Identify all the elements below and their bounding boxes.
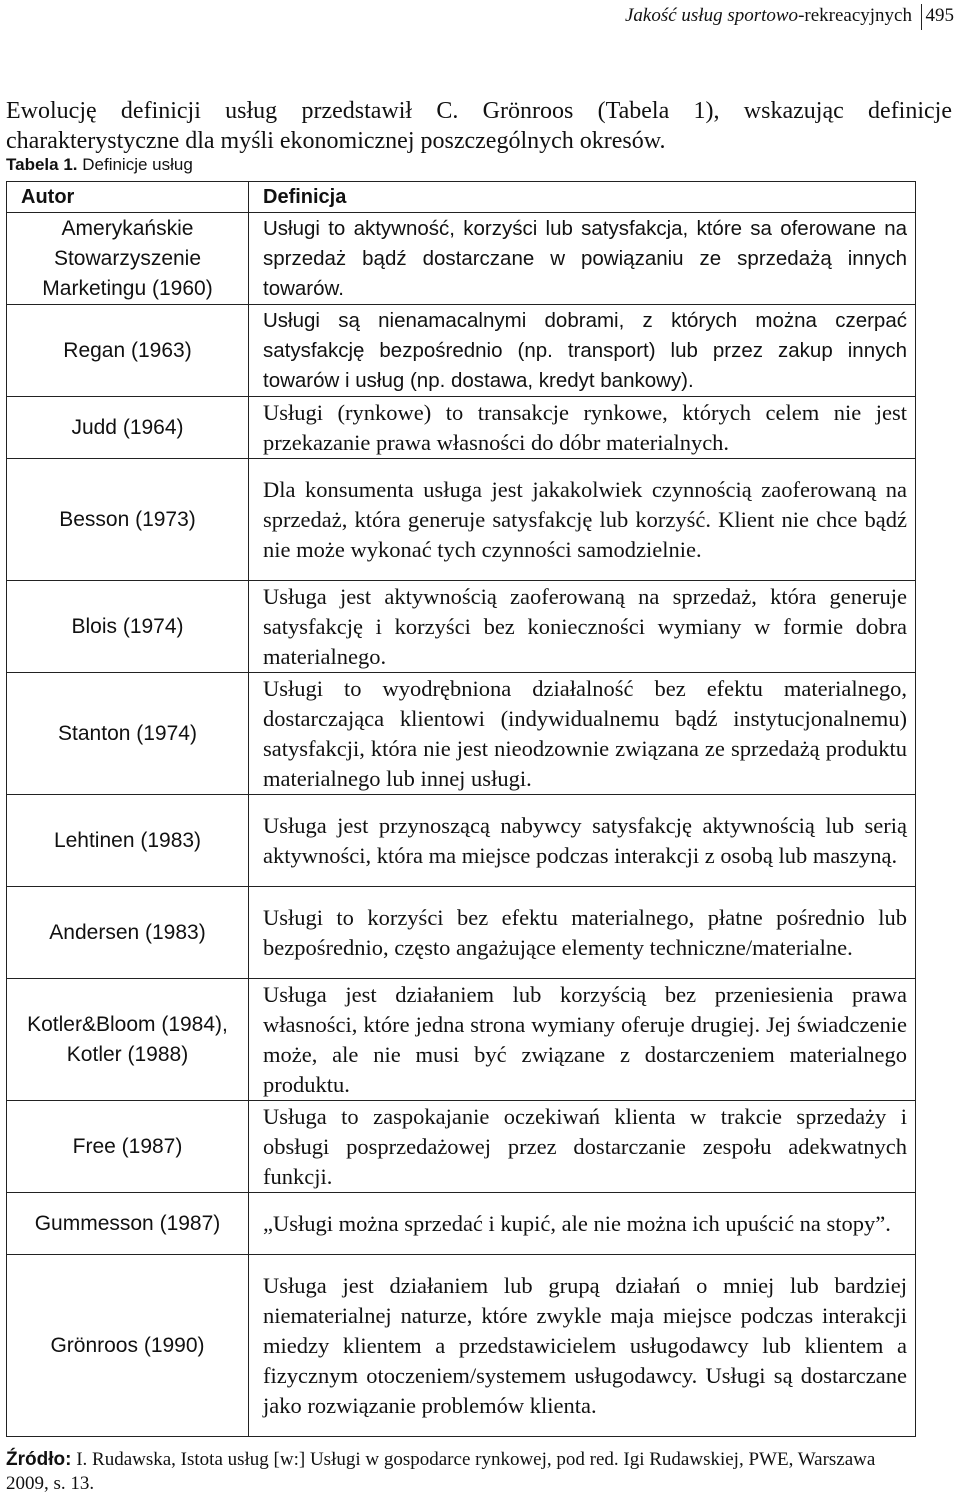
table-row (7, 459, 916, 581)
author-cell: Kotler&Bloom (1984), Kotler (1988) (7, 979, 249, 1101)
definition-cell: Usługi to korzyści bez efektu materialnego, płatne pośrednio lub bezpośrednio, często angażujące elementy techniczne/materialne. (249, 887, 916, 979)
author-cell: Free (1987) (7, 1101, 249, 1193)
table-row (7, 979, 916, 1101)
column-header-author: Autor (7, 182, 249, 213)
running-header (0, 4, 960, 32)
running-title-italic: Jakość usług sportowo (624, 5, 799, 26)
source-text: I. Rudawska, Istota usług [w:] Usługi w gospodarce rynkowej, pod red. Igi Rudawskiej, PWE, Warszawa 2009, s. 13. (6, 1449, 876, 1494)
definition-cell: Usługa jest aktywnością zaoferowaną na sprzedaż, która generuje satysfakcję i korzyści bez konieczności wymiany w formie dobra materialnego. (249, 581, 916, 673)
table-row (7, 887, 916, 979)
running-title-rest: -rekreacyjnych (798, 5, 912, 26)
table-row (7, 1255, 916, 1437)
table-caption (6, 154, 193, 176)
table-caption-text: Definicje usług (82, 155, 193, 174)
table-caption-label: Tabela 1. (6, 155, 78, 174)
definition-cell: Dla konsumenta usługa jest jakakolwiek czynnością zaoferowaną na sprzedaż, która generuje satysfakcję lub korzyść. Klient nie chce bądź nie może wykonać tych czynności samodzielnie. (249, 459, 916, 581)
author-cell: Stanton (1974) (7, 673, 249, 795)
page-number: 495 (925, 5, 954, 26)
definitions-table (6, 181, 916, 1437)
table-row (7, 673, 916, 795)
table-row (7, 581, 916, 673)
definitions-table-wrap (6, 181, 915, 1437)
definition-cell: Usługa jest działaniem lub grupą działań o mniej lub bardziej niematerialnej naturze, które zwykle maja miejsce podczas interakcji miedzy klientem a przedstawicielem usługodawcy lub klientem a fizycznym otoczeniem/systemem usługodawcy. Usługi są dostarczane jako rozwiązanie problemów klienta. (249, 1255, 916, 1437)
author-cell: Gummesson (1987) (7, 1193, 249, 1255)
author-cell: Judd (1964) (7, 397, 249, 459)
author-cell: Besson (1973) (7, 459, 249, 581)
definition-cell: Usługi (rynkowe) to transakcje rynkowe, których celem nie jest przekazanie prawa własności do dóbr materialnych. (249, 397, 916, 459)
table-row (7, 397, 916, 459)
source-note (6, 1448, 906, 1496)
intro-paragraph: Ewolucję definicji usług przedstawił C. Grönroos (Tabela 1), wskazując definicje charakterystyczne dla myśli ekonomicznej poszczególnych okresów. (6, 98, 952, 154)
table-row (7, 1193, 916, 1255)
column-header-definition: Definicja (249, 182, 916, 213)
table-header-row (7, 182, 916, 213)
definition-cell: Usługi są nienamacalnymi dobrami, z których można czerpać satysfakcję bezpośrednio (np. transport) lub przez zakup innych towarów i usług (np. dostawa, kredyt bankowy). (249, 305, 916, 397)
definition-cell: Usługa to zaspokajanie oczekiwań klienta w trakcie sprzedaży i obsługi posprzedażowej przez dostarczanie zespołu adekwatnych funkcji. (249, 1101, 916, 1193)
table-row (7, 213, 916, 305)
author-cell: Lehtinen (1983) (7, 795, 249, 887)
definition-cell: Usługa jest przynoszącą nabywcy satysfakcję aktywnością lub serią aktywności, która ma miejsce podczas interakcji z osobą lub maszyną. (249, 795, 916, 887)
definition-cell: „Usługi można sprzedać i kupić, ale nie można ich upuścić na stopy”. (249, 1193, 916, 1255)
running-title (625, 4, 912, 28)
table-row (7, 1101, 916, 1193)
author-cell: Blois (1974) (7, 581, 249, 673)
author-cell: Grönroos (1990) (7, 1255, 249, 1437)
definition-cell: Usługa jest działaniem lub korzyścią bez przeniesienia prawa własności, które jedna strona wymiany oferuje drugiej. Jej świadczenie może, ale nie musi być związane z dostarczeniem materialnego produktu. (249, 979, 916, 1101)
definition-cell: Usługi to wyodrębniona działalność bez efektu materialnego, dostarczająca klientowi (indywidualnemu bądź instytucjonalnemu) satysfakcji, która nie jest nieodzownie związana ze sprzedażą produktu materialnego lub innej usługi. (249, 673, 916, 795)
author-cell: Amerykańskie Stowarzyszenie Marketingu (1960) (7, 213, 249, 305)
table-row (7, 305, 916, 397)
definition-cell: Usługi to aktywność, korzyści lub satysfakcja, które sa oferowane na sprzedaż bądź dostarczane w powiązaniu ze sprzedażą innych towarów. (249, 213, 916, 305)
author-cell: Andersen (1983) (7, 887, 249, 979)
table-row (7, 795, 916, 887)
header-divider (921, 4, 922, 30)
author-cell: Regan (1963) (7, 305, 249, 397)
source-label: Źródło: (6, 1449, 72, 1470)
